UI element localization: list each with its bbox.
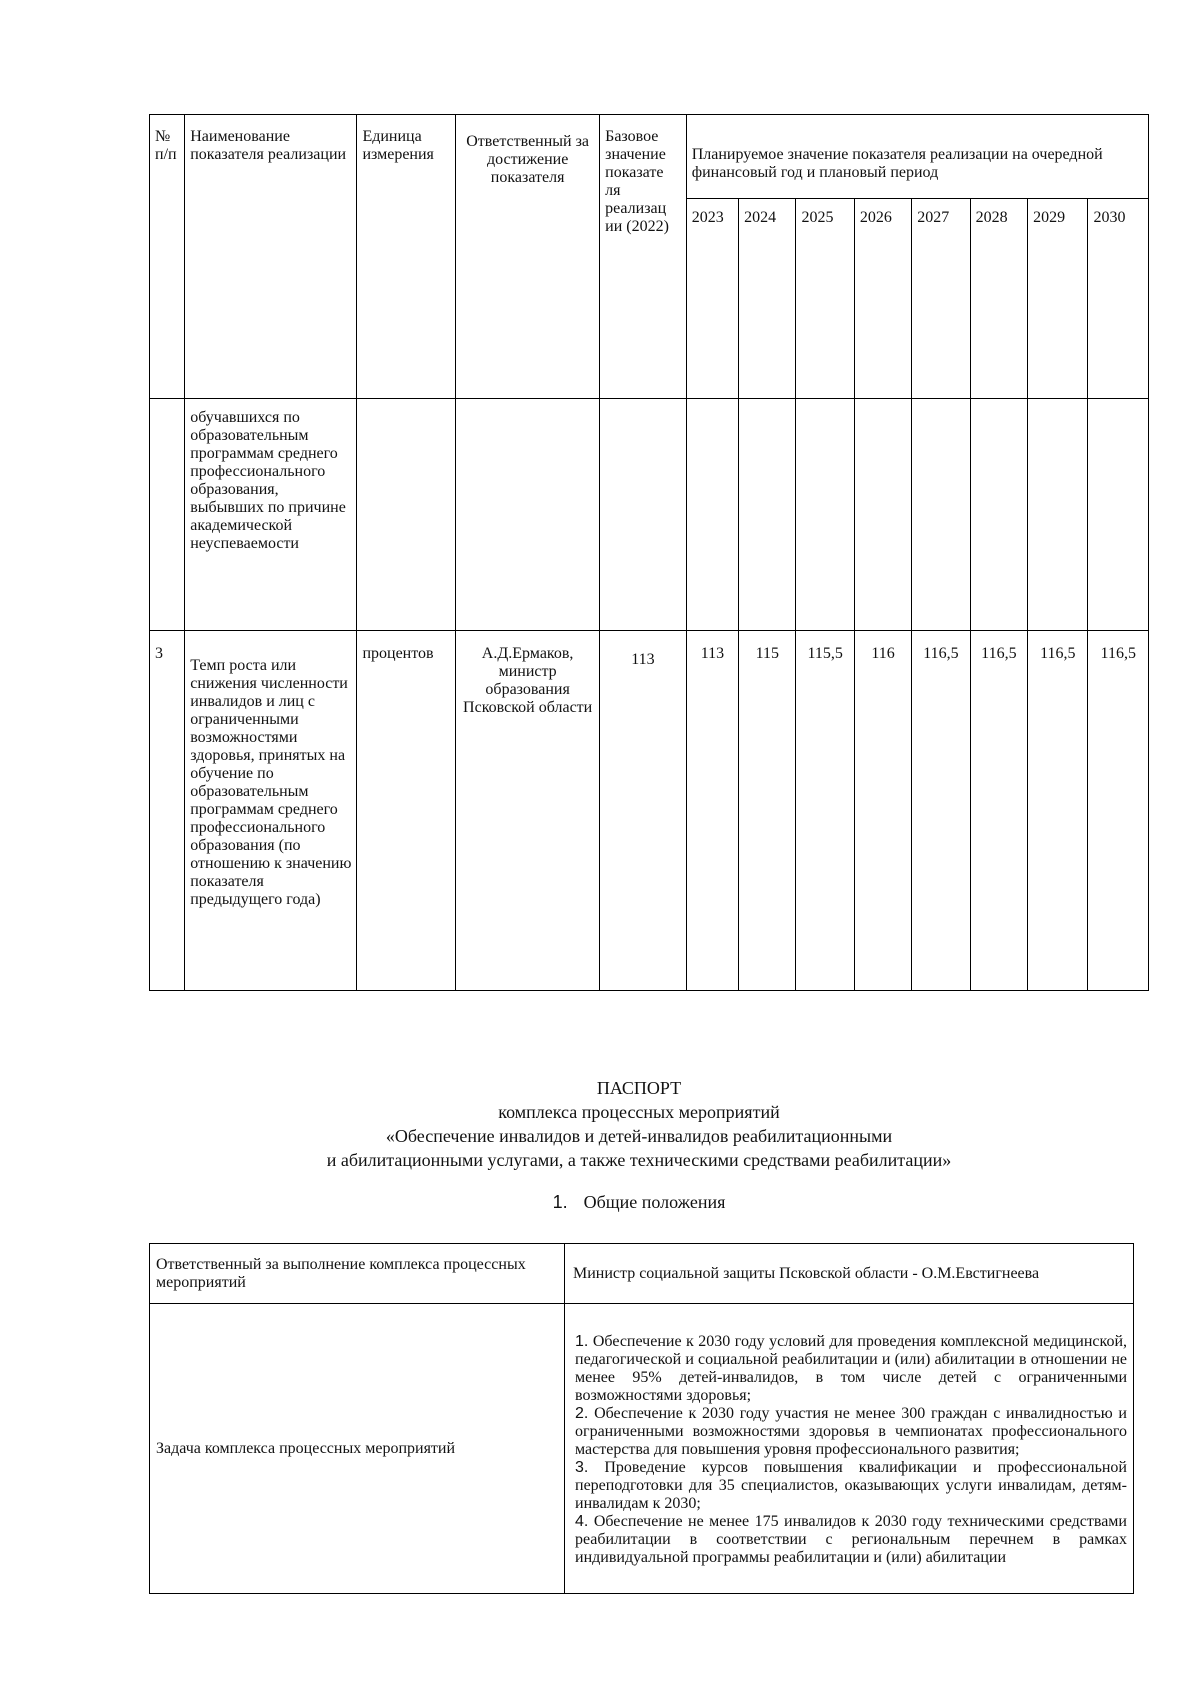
table-row xyxy=(150,1244,1134,1304)
row3-value-2024: 115 xyxy=(739,631,796,991)
task-number: 1. xyxy=(575,1332,589,1350)
header-name: Наименование показателя реализации xyxy=(185,115,357,399)
row3-value-2023: 113 xyxy=(686,631,738,991)
task-number: 4. xyxy=(575,1512,589,1530)
table-row xyxy=(150,399,1149,631)
year-2027: 2027 xyxy=(912,199,970,399)
task-text: Обеспечение к 2030 году участия не менее 300 граждан с инвалидностью и ограниченными возможностями здоровья в чемпионатах профессионального мастерства для повышения уровня профессионального развития; xyxy=(575,1404,1127,1458)
task-text: Обеспечение к 2030 году условий для проведения комплексной медицинской, педагогической и социальной реабилитации и (или) абилитации в отношении не менее 95% детей-инвалидов, в том числе детей с ограниченными возможностями здоровья; xyxy=(575,1332,1127,1404)
list-item xyxy=(575,1513,1127,1567)
section-number: 1. xyxy=(552,1192,568,1212)
task-text: Обеспечение не менее 175 инвалидов к 2030 году техническими средствами реабилитации в соответствии с региональным перечнем в рамках индивидуальной программы реабилитации и (или) абилитации xyxy=(575,1512,1127,1566)
passport-line-3: и абилитационными услугами, а также техническими средствами реабилитации» xyxy=(326,1150,952,1170)
continuation-name: обучавшихся по образовательным программам среднего профессионального образования, выбывших по причине академической неуспеваемости xyxy=(185,399,357,631)
responsible-value: Министр социальной защиты Псковской области - О.М.Евстигнеева xyxy=(565,1244,1134,1304)
list-item xyxy=(575,1405,1127,1459)
section-heading xyxy=(149,1190,1129,1214)
row3-value-2030: 116,5 xyxy=(1088,631,1149,991)
header-base: Базовое значение показате ля реализац ии (2022) xyxy=(600,115,687,399)
passport-line-2: «Обеспечение инвалидов и детей-инвалидов реабилитационными xyxy=(385,1126,893,1146)
row3-base: 113 xyxy=(600,631,687,991)
tasks-list xyxy=(565,1304,1134,1594)
row3-unit: процентов xyxy=(357,631,456,991)
table-header-row xyxy=(150,115,1149,199)
section-title: Общие положения xyxy=(583,1192,726,1212)
header-responsible: Ответственный за достижение показателя xyxy=(456,115,600,399)
year-2030: 2030 xyxy=(1088,199,1149,399)
year-2028: 2028 xyxy=(970,199,1027,399)
task-number: 3. xyxy=(575,1458,589,1476)
task-number: 2. xyxy=(575,1404,589,1422)
general-provisions-table xyxy=(149,1243,1134,1594)
passport-title: ПАСПОРТ xyxy=(596,1078,682,1098)
row3-value-2028: 116,5 xyxy=(970,631,1027,991)
year-2025: 2025 xyxy=(796,199,854,399)
row3-value-2026: 116 xyxy=(854,631,911,991)
passport-heading xyxy=(149,1076,1129,1172)
row3-value-2025: 115,5 xyxy=(796,631,854,991)
row3-value-2027: 116,5 xyxy=(912,631,970,991)
row3-responsible: А.Д.Ермаков, министр образования Псковской области xyxy=(456,631,600,991)
year-2023: 2023 xyxy=(686,199,738,399)
row3-value-2029: 116,5 xyxy=(1028,631,1088,991)
list-item xyxy=(575,1333,1127,1405)
year-2026: 2026 xyxy=(854,199,911,399)
header-num: № п/п xyxy=(150,115,185,399)
list-item xyxy=(575,1459,1127,1513)
indicators-table xyxy=(149,114,1149,991)
header-unit: Единица измерения xyxy=(357,115,456,399)
task-text: Проведение курсов повышения квалификации и профессиональной переподготовки для 35 специалистов, оказывающих услуги инвалидам, детям-инвалидам к 2030; xyxy=(575,1458,1127,1512)
year-2024: 2024 xyxy=(739,199,796,399)
row3-num: 3 xyxy=(150,631,185,991)
header-planned: Планируемое значение показателя реализации на очередной финансовый год и плановый период xyxy=(686,115,1148,199)
passport-line-1: комплекса процессных мероприятий xyxy=(498,1102,780,1122)
table-row xyxy=(150,1304,1134,1594)
year-2029: 2029 xyxy=(1028,199,1088,399)
row3-name: Темп роста или снижения численности инвалидов и лиц с ограниченными возможностями здоровья, принятых на обучение по образовательным программам среднего профессионального образования (по отношению к значению показателя предыдущего года) xyxy=(185,631,357,991)
tasks-label: Задача комплекса процессных мероприятий xyxy=(150,1304,565,1594)
responsible-label: Ответственный за выполнение комплекса процессных мероприятий xyxy=(150,1244,565,1304)
table-row xyxy=(150,631,1149,991)
